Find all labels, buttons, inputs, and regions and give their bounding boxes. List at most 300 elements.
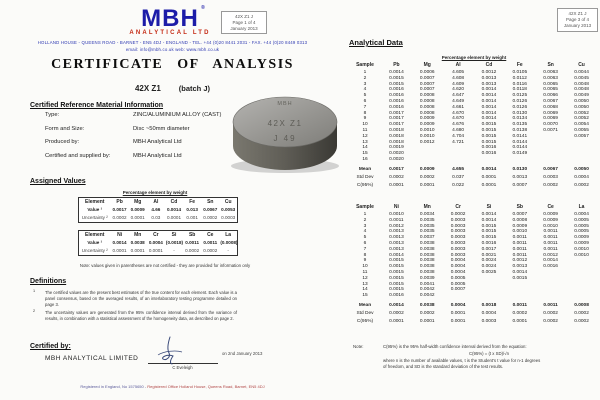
- table-row: [349, 174, 597, 182]
- table-cell: 0.0144: [512, 145, 528, 151]
- certificate-title: CERTIFICATE OF ANALYSIS: [51, 57, 294, 72]
- doc-date: January 2013: [230, 26, 258, 32]
- table-cell: 0.0002: [543, 311, 558, 317]
- table-cell: 0.0015: [512, 275, 528, 281]
- table-cell: 0.0005: [574, 217, 589, 223]
- table-cell: 4.649: [452, 98, 465, 104]
- table-cell: 0.0004: [450, 264, 466, 270]
- crm-section-heading: Certified Reference Material Information: [30, 102, 164, 109]
- table-cell: 4.608: [452, 75, 465, 81]
- table-row: [349, 182, 597, 190]
- table-cell: Cr: [153, 232, 159, 238]
- table-cell: 0.0018: [389, 133, 404, 139]
- table-cell: 0.0017: [389, 116, 404, 122]
- certified-by-heading: Certified by:: [30, 343, 71, 350]
- column-header: La: [578, 204, 585, 210]
- table-cell: 0.0013: [481, 75, 497, 81]
- table-cell: 2: [363, 75, 367, 81]
- table-cell: 0.0005: [574, 229, 589, 235]
- note-line-3: of freedom, and SD is the standard deviation of the test results.: [383, 364, 504, 369]
- table-cell: 0.0003: [543, 175, 558, 181]
- table-cell: 0.0009: [419, 116, 435, 122]
- table-cell: 0.0008: [419, 104, 435, 110]
- table-cell: 0.0003: [450, 235, 466, 241]
- table-cell: 0.0008: [419, 93, 435, 99]
- table-cell: 0.0011: [185, 240, 200, 245]
- table-cell: 0.0130: [512, 110, 528, 116]
- table-cell: Pb: [116, 199, 123, 205]
- table-cell: 0.0008: [419, 110, 435, 116]
- table-cell: 0.0063: [543, 70, 558, 75]
- table-cell: 3: [363, 81, 367, 87]
- table-cell: 0.0035: [419, 217, 435, 223]
- table-cell: Std Dev: [356, 175, 374, 181]
- doc-code: 42X Z1 J: [568, 11, 587, 16]
- table-cell: 0.0019: [389, 145, 404, 151]
- table-cell: La: [225, 232, 232, 238]
- table-cell: 0.0001: [419, 182, 435, 188]
- table-cell: 0.0016: [389, 98, 404, 104]
- table-cell: 0.0038: [419, 258, 435, 264]
- percentage-caption: Percentage element by weight: [122, 190, 188, 195]
- column-header: Mn: [423, 204, 431, 210]
- table-cell: 0.0015: [481, 223, 497, 229]
- table-cell: 0.0002: [419, 311, 435, 317]
- table-cell: 0.0015: [389, 269, 404, 275]
- table-cell: 0.0002: [574, 319, 589, 325]
- table-cell: 0.0068: [543, 104, 558, 110]
- analytical-data-heading: Analytical Data: [349, 38, 403, 47]
- table-cell: 14: [362, 287, 368, 293]
- table-cell: 0.0014: [481, 93, 497, 99]
- table-cell: 0.0050: [574, 167, 589, 173]
- table-cell: 0.0011: [543, 303, 558, 309]
- footer-office: Registered Office Holland House, Queens Road, Barnet, EN5 4DJ: [147, 384, 265, 389]
- table-cell: 0.0006: [419, 70, 435, 75]
- table-cell: 0.0050: [574, 104, 589, 110]
- table-cell: 0.0035: [419, 223, 435, 229]
- table-cell: 0.0126: [512, 98, 528, 104]
- table-cell: 0.0015: [389, 287, 404, 293]
- assigned-values-table-1: [78, 197, 238, 223]
- table-cell: 0.0044: [574, 70, 589, 75]
- table-cell: 0.0038: [419, 240, 435, 246]
- table-cell: 0.0038: [419, 264, 435, 270]
- table-cell: 0.0015: [389, 264, 404, 270]
- table-cell: 0.0054: [574, 122, 589, 128]
- table-cell: (0.0008): [220, 240, 238, 245]
- table-cell: 0.0005: [450, 281, 466, 287]
- table-cell: 0.0002: [203, 215, 218, 220]
- table-cell: 8: [363, 110, 367, 116]
- table-cell: 0.0015: [389, 81, 404, 87]
- table-cell: 0.0011: [389, 217, 404, 223]
- table-cell: 0.0014: [481, 217, 497, 223]
- table-cell: 0.0001: [481, 182, 497, 188]
- table-cell: 12: [362, 133, 368, 139]
- table-cell: 0.0149: [512, 151, 528, 157]
- table-cell: 4.647: [452, 93, 465, 99]
- table-cell: 0.0012: [419, 139, 435, 145]
- column-header: Cr: [455, 204, 461, 210]
- table-cell: 0.0010: [419, 127, 435, 133]
- table-cell: 0.0009: [543, 212, 558, 217]
- table-cell: 0.0050: [574, 98, 589, 104]
- table-cell: 1: [363, 70, 367, 75]
- table-cell: 0.0016: [389, 104, 404, 110]
- percentage-caption: Percentage element by weight: [441, 55, 507, 60]
- table-row: [79, 206, 238, 214]
- table-cell: 0.0014: [481, 110, 497, 116]
- table-cell: 0.0002: [419, 175, 435, 181]
- table-cell: 5: [363, 235, 367, 241]
- analytical-table-1: [349, 62, 597, 190]
- disc-stamp-batch: J 49: [273, 134, 297, 143]
- table-cell: 0.0014: [112, 240, 127, 245]
- table-cell: 6: [363, 240, 367, 246]
- table-cell: 0.0009: [574, 235, 589, 241]
- table-row: [45, 126, 221, 140]
- table-cell: 0.0015: [389, 258, 404, 264]
- table-cell: 0.0003: [450, 240, 466, 246]
- table-cell: Fe: [189, 199, 196, 205]
- table-cell: 0.0118: [512, 87, 527, 93]
- table-cell: 0.0069: [543, 116, 558, 122]
- table-cell: Mean: [358, 303, 372, 309]
- table-cell: Produced by:: [45, 139, 80, 145]
- table-cell: 0.0016: [481, 145, 497, 151]
- table-cell: 0.0001: [166, 215, 182, 220]
- column-header: Cd: [485, 62, 493, 68]
- table-cell: 0.0015: [481, 133, 497, 139]
- table-cell: 0.0055: [574, 127, 589, 133]
- page-reference-box: [221, 11, 267, 34]
- table-cell: 0.0004: [148, 240, 163, 245]
- table-cell: Value ¹: [87, 240, 103, 245]
- table-header-row: [349, 204, 597, 212]
- table-cell: 0.0016: [389, 293, 404, 299]
- signer-name: C Eveleigh: [172, 365, 193, 370]
- table-cell: 0.0003: [481, 319, 497, 325]
- table-cell: C(95%): [356, 319, 374, 325]
- table-cell: 0.001: [186, 215, 198, 220]
- table-cell: 0.0067: [543, 98, 558, 104]
- table-cell: 0.0069: [543, 110, 558, 116]
- table-cell: 0.0011: [203, 240, 218, 245]
- table-cell: 0.0001: [481, 175, 497, 181]
- table-cell: 4.609: [452, 81, 465, 87]
- table-cell: 0.0011: [543, 240, 558, 246]
- table-cell: 0.0002: [450, 212, 466, 217]
- table-cell: Type:: [45, 112, 60, 118]
- table-row: [79, 239, 238, 247]
- table-cell: 0.0014: [481, 98, 497, 104]
- table-cell: Uncertainty ²: [81, 248, 108, 253]
- table-cell: -: [227, 248, 229, 253]
- table-cell: 0.0017: [389, 122, 404, 128]
- table-cell: Uncertainty ²: [81, 215, 108, 220]
- table-cell: 0.0017: [112, 207, 127, 212]
- page-number: Page 3 of 4: [565, 17, 590, 23]
- table-cell: 0.0010: [574, 246, 589, 252]
- table-cell: 0.0020: [389, 156, 404, 162]
- batch-label: (batch J): [178, 84, 211, 93]
- table-cell: 0.0016: [481, 151, 497, 157]
- table-cell: 0.0010: [419, 133, 435, 139]
- table-cell: 0.0002: [112, 215, 127, 220]
- table-cell: Ni: [117, 232, 123, 238]
- table-cell: 0.0010: [389, 212, 404, 217]
- table-cell: 0.0004: [574, 212, 589, 217]
- table-cell: MBH Analytical Ltd: [133, 152, 182, 159]
- table-cell: 0.0013: [389, 235, 404, 241]
- table-cell: 0.0067: [203, 207, 218, 212]
- table-cell: 0.0008: [574, 303, 589, 309]
- table-cell: 12: [362, 275, 368, 281]
- table-cell: 0.0038: [419, 303, 435, 309]
- column-header: Sn: [547, 62, 554, 68]
- table-cell: 0.0008: [419, 98, 435, 104]
- table-cell: Value ¹: [87, 207, 103, 212]
- table-cell: 0.0015: [389, 75, 404, 81]
- table-cell: 0.0013: [512, 175, 528, 181]
- table-cell: 0.0141: [512, 133, 528, 139]
- page-reference-box: [557, 8, 598, 32]
- table-cell: 0.0048: [574, 87, 589, 93]
- disc-stamp-code: 42X Z1: [267, 119, 303, 128]
- column-header: Mg: [423, 62, 431, 68]
- definition-1-marker: 1: [33, 289, 36, 293]
- note-line-1: C(95%) is the 95% half-width confidence interval derived from the equation:: [383, 344, 527, 349]
- table-cell: Ce: [207, 232, 214, 238]
- table-cell: 0.0014: [481, 167, 497, 173]
- table-cell: 0.0011: [512, 303, 527, 309]
- table-cell: 0.0014: [481, 104, 497, 110]
- table-cell: 0.0003: [450, 223, 466, 229]
- analytical-table-2: [349, 204, 597, 326]
- table-cell: 0.0002: [185, 248, 200, 253]
- table-cell: 0.0004: [450, 258, 466, 264]
- table-cell: 0.0002: [389, 175, 404, 181]
- table-cell: 0.0004: [481, 311, 497, 317]
- table-cell: 0.0034: [419, 212, 435, 217]
- table-cell: 0.022: [452, 182, 465, 188]
- column-header: Si: [486, 204, 492, 210]
- table-cell: Mn: [134, 232, 142, 238]
- table-row: [45, 139, 221, 153]
- table-cell: 0.0011: [543, 246, 558, 252]
- table-cell: 0.0017: [481, 246, 497, 252]
- table-cell: 0.0038: [419, 246, 435, 252]
- table-cell: 0.0014: [389, 70, 404, 75]
- table-cell: 0.0014: [166, 207, 182, 212]
- table-row: [79, 214, 238, 223]
- table-cell: 0.0002: [574, 182, 589, 188]
- table-cell: 0.0014: [481, 116, 497, 122]
- table-row: [45, 153, 221, 167]
- table-cell: 0.0001: [450, 311, 466, 317]
- table-cell: Si: [171, 232, 177, 238]
- table-cell: 0.0021: [481, 252, 497, 258]
- table-cell: 0.0011: [512, 246, 527, 252]
- table-cell: 7: [363, 104, 367, 110]
- table-header-row: [349, 62, 597, 70]
- table-cell: 4.620: [452, 87, 465, 93]
- table-cell: 0.0010: [543, 223, 558, 229]
- table-cell: 0.0016: [389, 93, 404, 99]
- table-cell: 0.0003: [450, 217, 466, 223]
- table-cell: 0.0020: [389, 151, 404, 157]
- table-cell: Sb: [188, 232, 196, 238]
- table-cell: 0.0001: [450, 319, 466, 325]
- table-cell: 0.013: [186, 207, 198, 212]
- table-cell: Std Dev: [356, 311, 374, 317]
- table-cell: 0.0007: [419, 87, 435, 93]
- table-cell: 4: [363, 87, 367, 93]
- table-cell: 0.0003: [450, 229, 466, 235]
- table-cell: 0.0002: [543, 182, 558, 188]
- mbh-logo-text: MBH ®: [141, 5, 206, 32]
- column-header: Pb: [393, 62, 400, 68]
- table-cell: 0.0041: [419, 281, 435, 287]
- table-cell: 0.0135: [512, 122, 528, 128]
- company-name: MBH ANALYTICAL LIMITED: [45, 355, 139, 362]
- table-cell: 4.66: [151, 207, 161, 212]
- note-equation: C(95%) = (t x SD)/√n: [469, 351, 509, 356]
- table-cell: Certified and supplied by:: [45, 152, 111, 159]
- table-cell: Element: [85, 199, 105, 205]
- doc-date: January 2013: [563, 23, 592, 29]
- table-cell: 0.0002: [512, 311, 528, 317]
- table-cell: 0.0007: [512, 212, 528, 217]
- table-cell: 0.0001: [148, 248, 163, 253]
- table-cell: 0.0001: [512, 319, 528, 325]
- doc-code: 42X Z1 J: [234, 14, 253, 19]
- table-cell: 11: [362, 127, 368, 133]
- table-cell: 0.0039: [419, 275, 435, 281]
- table-cell: -: [173, 248, 175, 253]
- table-cell: 0.0015: [389, 275, 404, 281]
- table-cell: 0.0010: [574, 252, 589, 258]
- column-header: Al: [455, 62, 461, 68]
- table-cell: 0.0017: [389, 167, 404, 173]
- table-cell: 0.0003: [221, 215, 236, 220]
- table-cell: 0.0011: [543, 229, 558, 235]
- table-cell: 15: [362, 293, 368, 299]
- assigned-values-heading: Assigned Values: [30, 178, 86, 185]
- table-cell: 0.0002: [203, 248, 218, 253]
- table-cell: 0.0014: [481, 87, 497, 93]
- table-cell: 13: [362, 139, 368, 145]
- table-cell: 0.0002: [389, 311, 404, 317]
- table-cell: 2: [363, 217, 367, 223]
- table-cell: Sn: [207, 199, 214, 205]
- table-cell: Al: [153, 199, 159, 205]
- table-cell: 11: [362, 269, 368, 275]
- table-cell: 0.0048: [574, 81, 589, 87]
- table-cell: 0.0071: [543, 127, 558, 133]
- table-cell: 4.680: [452, 127, 465, 133]
- column-header: Ce: [547, 204, 554, 210]
- table-cell: (0.0018): [165, 240, 184, 245]
- table-cell: 0.0009: [419, 167, 435, 173]
- table-cell: 0.0015: [481, 229, 497, 235]
- table-cell: 0.0001: [389, 319, 404, 325]
- table-cell: 0.0052: [574, 116, 589, 122]
- table-cell: 0.0024: [481, 258, 497, 264]
- table-cell: 0.0016: [481, 240, 497, 246]
- table-cell: 4.721: [452, 139, 465, 145]
- table-cell: 0.0012: [543, 252, 558, 258]
- table-cell: 0.0005: [450, 275, 466, 281]
- mbh-logo-subtitle: ANALYTICAL LTD: [129, 30, 211, 36]
- company-contact: email: info@mbh.co.uk web: www.mbh.co.uk: [125, 46, 220, 52]
- disc-image: [228, 84, 342, 176]
- table-cell: 0.0105: [512, 70, 528, 75]
- table-cell: 0.0015: [481, 235, 497, 241]
- definition-2-text: The uncertainty values are generated from the 95% confidence interval derived from the variance of results, in combination with a statistical assessment of the homogeneity data, as described on page 2.: [45, 310, 237, 321]
- table-cell: 0.03: [151, 215, 161, 220]
- table-cell: 0.0013: [389, 229, 404, 235]
- table-cell: 0.0009: [130, 207, 145, 212]
- table-cell: ZINC/ALUMINIUM ALLOY (CAST): [133, 112, 222, 118]
- table-row: [349, 318, 597, 326]
- table-cell: 0.0009: [574, 240, 589, 246]
- table-cell: Disc ~50mm diameter: [133, 125, 190, 132]
- table-cell: 0.0126: [512, 104, 528, 110]
- table-cell: 0.0014: [543, 258, 558, 264]
- table-cell: 0.0014: [389, 252, 404, 258]
- table-cell: 3: [363, 223, 367, 229]
- table-cell: 0.0003: [450, 252, 466, 258]
- table-cell: Cd: [170, 199, 178, 205]
- table-cell: 0.0007: [419, 75, 435, 81]
- table-cell: 0.0144: [512, 139, 528, 145]
- table-cell: Mean: [358, 167, 372, 173]
- table-cell: 0.0013: [389, 240, 404, 246]
- table-cell: 0.0015: [389, 281, 404, 287]
- table-cell: 0.0057: [574, 133, 589, 139]
- table-cell: 15: [362, 151, 368, 157]
- table-cell: 4: [363, 229, 367, 235]
- signature: [148, 335, 208, 365]
- product-code: 42X Z1: [134, 84, 161, 93]
- column-header: Cu: [578, 62, 585, 68]
- column-header: Sb: [516, 204, 523, 210]
- table-cell: 0.0009: [512, 223, 528, 229]
- page-number: Page 1 of 4: [232, 20, 256, 26]
- table-cell: 4.655: [452, 167, 465, 173]
- table-cell: 0.0003: [450, 246, 466, 252]
- table-cell: 9: [363, 116, 367, 122]
- reference-disc-photo: [228, 84, 342, 176]
- table-cell: 0.0134: [512, 116, 528, 122]
- table-cell: 0.0017: [389, 110, 404, 116]
- table-cell: 0.0052: [574, 110, 589, 116]
- table-cell: 0.0025: [481, 269, 497, 275]
- table-cell: 0.0016: [389, 87, 404, 93]
- table-cell: 0.0001: [130, 248, 145, 253]
- table-cell: 5: [363, 93, 367, 99]
- table-cell: 0.0015: [481, 122, 497, 128]
- table-cell: 4.704: [452, 133, 465, 139]
- signature-stroke: [148, 335, 208, 365]
- definition-1-text: The certified values are the present best estimates of the true content for each element. Each value is a panel consensus, based on the averaged results, of an interlaboratory testing programme detailed on page 3.: [45, 290, 237, 307]
- table-cell: 0.0013: [512, 264, 528, 270]
- table-cell: 0.0018: [389, 127, 404, 133]
- definitions-heading: Definitions: [30, 278, 67, 285]
- table-cell: 0.0011: [512, 240, 527, 246]
